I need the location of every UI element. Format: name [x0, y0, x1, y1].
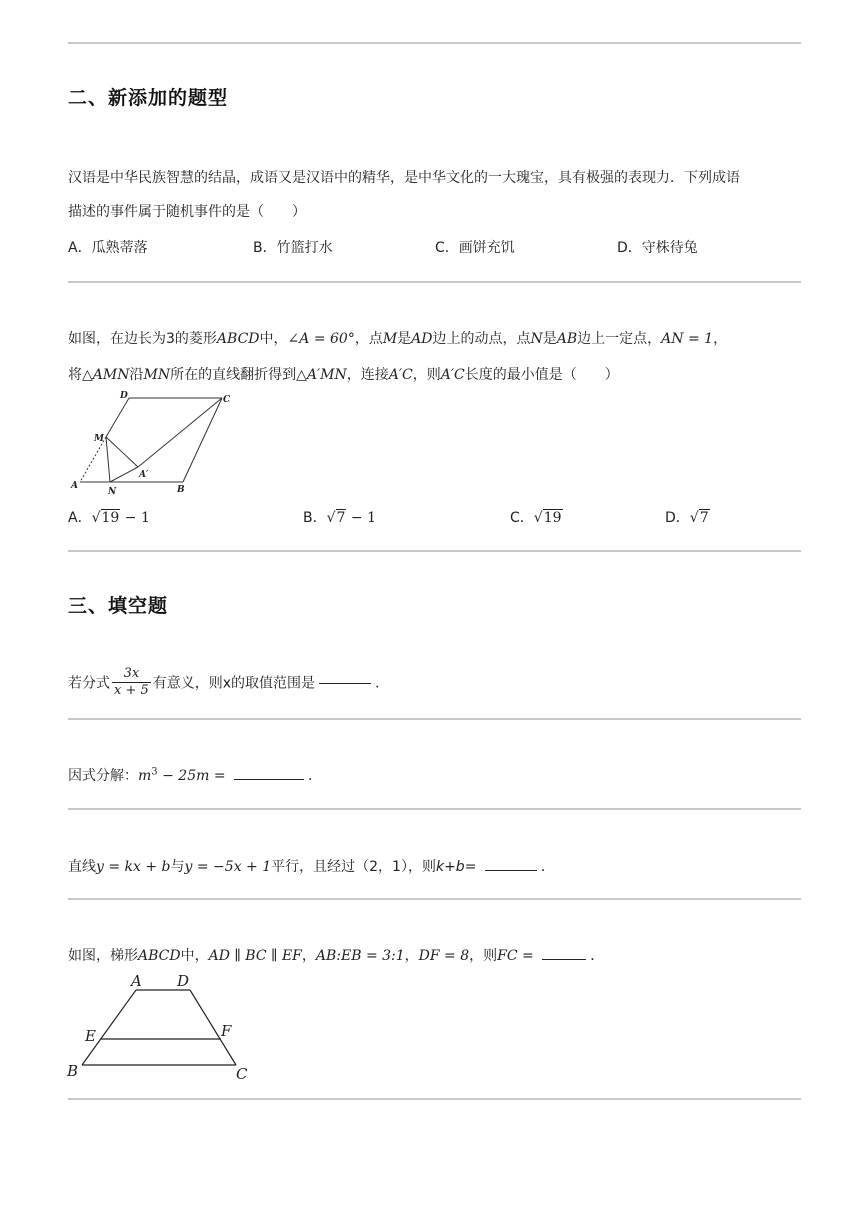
math-run: DF = 8	[418, 948, 470, 964]
text-run: 有意义，则x的取值范围是	[152, 675, 316, 692]
option-d: D．守株待兔	[617, 240, 698, 256]
text-run: 中，	[180, 948, 209, 964]
label-d: D	[177, 972, 190, 990]
radicand: 19	[543, 510, 562, 526]
math-run: ∠A = 60°	[287, 331, 355, 347]
text-run: ．	[590, 948, 605, 964]
text-run: 所在的直线翻折得到△	[170, 367, 307, 383]
option-a	[68, 507, 150, 527]
divider	[68, 808, 801, 810]
label-a: A	[71, 481, 78, 491]
sqrt: √19	[91, 510, 120, 526]
math-run: A′MN	[306, 367, 347, 383]
label-e: E	[85, 1027, 96, 1045]
numerator: 3x	[112, 666, 151, 683]
math-run: y = kx + b	[96, 859, 171, 875]
section-title: 二、新添加的题型	[68, 87, 229, 109]
question-text: 汉语是中华民族智慧的结晶，成语又是汉语中的精华，是中华文化的一大瑰宝，具有极强的表现力．下列成语	[68, 170, 740, 186]
edge-da	[106, 398, 129, 437]
option-a: A．瓜熟蒂落	[68, 240, 148, 256]
trapezoid-figure	[64, 972, 260, 1084]
math-run: ABCD	[216, 331, 260, 347]
text-run: ，	[404, 948, 419, 964]
question-text	[68, 666, 389, 699]
sqrt: √7	[326, 510, 346, 526]
text-run: 边上的动点，点	[432, 331, 531, 347]
text-run: 如图，在边长为3的菱形	[68, 331, 217, 347]
math-run: AD	[411, 331, 433, 347]
math-run: − 1	[120, 510, 150, 526]
text-run: 如图，梯形	[68, 948, 138, 964]
label-f: F	[221, 1022, 232, 1040]
option-b: B．竹篮打水	[253, 240, 333, 256]
math-run: A′C	[440, 367, 465, 383]
answer-blank[interactable]	[319, 682, 371, 684]
math-run: y = −5x + 1	[184, 859, 272, 875]
segment-a1c	[138, 398, 222, 467]
text-run: ，点	[354, 331, 383, 347]
text-run: 直线	[68, 859, 96, 875]
question-text	[68, 856, 555, 876]
text-run: 是	[397, 331, 412, 347]
radicand: 19	[101, 510, 120, 526]
question-text: 描述的事件属于随机事件的是（ ）	[68, 204, 306, 220]
answer-blank[interactable]	[234, 778, 304, 780]
answer-blank[interactable]	[542, 958, 586, 960]
option-letter: A．	[68, 510, 92, 526]
option-c: C．画饼充饥	[435, 240, 515, 256]
math-run: k+b	[435, 859, 465, 875]
option-letter: B．	[303, 510, 327, 526]
segment-mn	[106, 437, 110, 482]
label-c: C	[236, 1065, 248, 1083]
label-a: A	[131, 972, 142, 990]
fraction	[112, 666, 151, 699]
question-text	[68, 328, 727, 348]
rhombus-figure	[66, 390, 236, 498]
text-run: ．	[375, 675, 390, 692]
math-run: ABCD	[138, 948, 181, 964]
math-run: AB:EB = 3:1	[315, 948, 405, 964]
math-run: AMN	[92, 367, 130, 383]
math-run: − 25m	[157, 768, 210, 784]
section-title: 三、填空题	[68, 595, 169, 617]
divider	[68, 898, 801, 900]
text-run: ，则	[469, 948, 498, 964]
math-run: N	[530, 331, 543, 347]
math-run: M	[382, 331, 398, 347]
denominator: x + 5	[114, 683, 149, 698]
segment-na1	[110, 467, 138, 482]
option-letter: D．	[665, 510, 690, 526]
text-run: 是	[542, 331, 557, 347]
text-run: ，	[301, 948, 316, 964]
radicand: 7	[699, 510, 709, 526]
option-c	[510, 507, 563, 527]
divider	[68, 550, 801, 552]
sqrt: √19	[533, 510, 562, 526]
label-b: B	[177, 485, 185, 495]
radicand: 7	[336, 510, 346, 526]
text-run: ，则	[412, 367, 441, 383]
divider	[68, 718, 801, 720]
math-run: AD ∥ BC ∥ EF	[208, 948, 302, 964]
divider	[68, 1098, 801, 1100]
text-run: 边上一定点，	[577, 331, 662, 347]
divider	[68, 42, 801, 44]
text-run: 将△	[68, 367, 93, 383]
label-d: D	[120, 391, 128, 401]
option-d	[665, 507, 710, 527]
text-run: ．	[540, 859, 555, 875]
edge-bc	[183, 398, 222, 482]
math-run: AB	[556, 331, 578, 347]
label-b: B	[67, 1062, 79, 1080]
label-n: N	[108, 487, 117, 497]
text-run: 若分式	[68, 675, 110, 692]
text-run: 沿	[129, 367, 144, 383]
text-run: =	[464, 859, 481, 875]
question-text	[68, 765, 322, 785]
math-run: AN = 1	[661, 331, 714, 347]
answer-blank[interactable]	[485, 869, 537, 871]
text-run: 因式分解：	[68, 768, 138, 784]
question-text	[68, 945, 604, 965]
question-text	[68, 364, 619, 384]
math-run: A′C	[388, 367, 413, 383]
text-run: 平行，且经过（2，1），则	[271, 859, 436, 875]
label-m: M	[94, 434, 104, 444]
option-b	[303, 507, 376, 527]
math-run: MN	[143, 367, 171, 383]
exponent: 3	[151, 766, 158, 778]
text-run: 长度的最小值是（ ）	[464, 367, 619, 383]
math-run: m	[138, 768, 152, 784]
label-c: C	[223, 395, 231, 405]
sqrt: √7	[689, 510, 709, 526]
math-run: − 1	[346, 510, 376, 526]
text-run: ，连接	[346, 367, 389, 383]
divider	[68, 281, 801, 283]
text-run: ，	[713, 331, 728, 347]
label-a1: A′	[139, 470, 149, 480]
text-run: 与	[170, 859, 185, 875]
math-run: FC =	[497, 948, 539, 964]
option-letter: C．	[510, 510, 534, 526]
text-run: 中，	[259, 331, 288, 347]
text-run: =	[209, 768, 231, 784]
segment-ma1	[106, 437, 138, 467]
text-run: ．	[308, 768, 323, 784]
